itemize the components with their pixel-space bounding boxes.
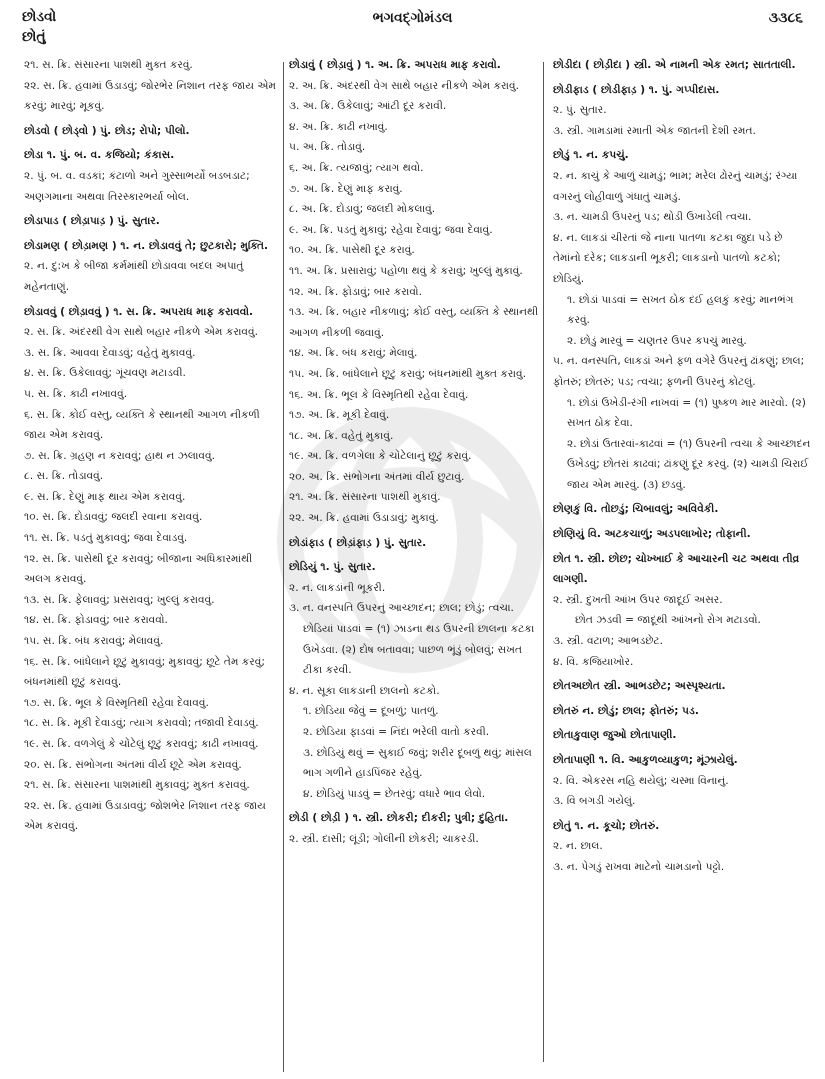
entry-sense: ૪. ન. લાકડાં ચીરતાં જે નાના પાતળા કટકા જુદા પડે છે તેમાંનો દરેક; લાકડાની ભૂકરી; લાકડાનો પાતળો કટકો; છોડિયું.: [553, 231, 783, 285]
entry-sense: ૨. પું. બ. વ. વડકાં; કંટાળો અને ગુસ્સાભર્યો બડબડાટ; અણગમાના અથવા તિરસ્કારભર્યા બોલ.: [24, 169, 250, 203]
dictionary-entry: [553, 499, 813, 520]
entry-sense: ૧૭. સ. ક્રિ. ભૂલ કે વિસ્મૃતિથી રહેવા દેવાવવું.: [24, 696, 209, 709]
dictionary-entry: [24, 145, 278, 207]
dictionary-column-2: [289, 55, 539, 1059]
entry-sense: ૫. સ. ક્રિ. કાઢી નખાવવું.: [24, 387, 128, 400]
dictionary-column-3: [553, 55, 813, 1059]
entry-sense: ૨. વિ. એકરસ નહિ થયેલું; ચસ્મા વિનાનું.: [553, 774, 729, 787]
entry-sense: ૧૪. સ. ક્રિ. ફોડાવવું; બાર કરાવવો.: [24, 614, 168, 627]
entry-headword: છોડવો ( છોડ્વો ) પું. છોડ; રોપો; પીલો.: [24, 124, 190, 137]
dictionary-entry: [553, 750, 813, 812]
dictionary-entry: [553, 80, 813, 142]
entry-sense: ૫. અ. ક્રિ. તોડાવું.: [289, 141, 366, 154]
entry-sense: ૧૧. અ. ક્રિ. પ્રસારાવું; પહોળા થવું કે કરાવું; ખુલ્લું મુકાવું.: [289, 264, 523, 277]
page-header: [0, 0, 825, 55]
entry-idiom: ૧. છોડાં ઉખેડી-રંગી નાખવાં = (૧) પુષ્કળ માર મારવો. (૨) સખત ઠોક દેવા.: [567, 396, 806, 430]
entry-headword: છોણકું વિ. તોછડું; ચિબાવલું; અવિવેકી.: [553, 503, 719, 516]
column-divider: [283, 62, 284, 1072]
dictionary-entry: [553, 145, 813, 495]
entry-headword: છોડિયું ૧. પું. સુતાર.: [289, 561, 376, 574]
entry-sense: ૧૮. સ. ક્રિ. મૂકી દેવાડવું; ત્યાગ કરાવવો; તજાવી દેવાડવું.: [24, 717, 259, 730]
entry-sense: ૨૨. અ. ક્રિ. હવામાં ઉડાડાવું; મુકાવું.: [289, 512, 439, 525]
entry-sense: ૧૮. અ. ક્રિ. વહેતું મુકાવું.: [289, 429, 394, 442]
entry-sense: ૨૧. સ. ક્રિ. સંસારના પાશથી મુક્ત કરવું.: [24, 59, 193, 71]
dictionary-entry: [553, 549, 813, 673]
entry-sense: ૪. વિ. કજિયાખોર.: [553, 655, 634, 668]
entry-sense: ૨૦. સ. ક્રિ. સંભોગના અંતમાં વીર્ય છૂટે એમ કરાવવું.: [24, 758, 242, 771]
entry-headword: છોડાવવું ( છોડ઼ાવવું ) ૧. સ. ક્રિ. અપરાધ માફ કરાવવો.: [24, 305, 254, 318]
entry-sense: ૪. સ. ક્રિ. ઉકેલાવવું; ગૂંચવણ મટાડવી.: [24, 367, 186, 380]
entry-sense: ૧૦. સ. ક્રિ. દોડાવવું; જલદી રવાના કરાવવું.: [24, 511, 203, 524]
dictionary-entry: [24, 121, 278, 142]
entry-sense: ૧૫. અ. ક્રિ. બાંધેલાને છૂટું કરાવું; બંધનમાંથી મુક્ત કરાવું.: [289, 367, 526, 380]
entry-sense: ૨. સ્ત્રી. દુખતી આંખ ઉપર જાદૂઈ અસર.: [553, 593, 723, 606]
entry-headword: છોડામણ ( છોડ઼ામણ ) ૧. ન. છોડાવવું તે; છુટકારો; મુક્તિ.: [24, 239, 269, 252]
entry-sense: ૧૦. અ. ક્રિ. પાસેથી દૂર કરાવું.: [289, 244, 415, 257]
entry-idiom: ૨. છોડાં ઉતારવાં-કાઢવાં = (૧) ઉપરની ત્વચા કે આચ્છાદન ઉખેડવું; છોતરાં કાઢવાં; ઢાંકણું દૂર કરવું. (૨) ચામડી ચિરાઈ જાય એમ મારવું. (૩) છડવું.: [567, 437, 811, 491]
entry-idiom: છોડિયાં પાડવાં = (૧) ઝાડના થડ ઉપરની છાલના કટકા ઉખેડવા. (૨) દોષ બતાવવા; પાછળ ભૂંડું બોલવું; સખત ટીકા કરવી.: [303, 623, 535, 677]
entry-sense: ૨૧. અ. ક્રિ. સંસારના પાશથી મુકાવું.: [289, 491, 441, 504]
entry-sense: ૧૨. સ. ક્રિ. પાસેથી દૂર કરાવવું; બીજાના અધિકારમાંથી અલગ કરાવવું.: [24, 552, 253, 586]
entry-sense: ૯. સ. ક્રિ. દેણું માફ થાય એમ કરાવવું.: [24, 490, 186, 503]
dictionary-entry: [553, 55, 813, 76]
entry-sense: ૨૧. સ. ક્રિ. સંસારના પાશમાંથી મુકાવવું; મુક્ત કરાવવું.: [24, 779, 250, 792]
entry-sense: ૪. અ. ક્રિ. કાઢી નખાવું.: [289, 120, 388, 133]
entry-sense: ૨૦. અ. ક્રિ. સંભોગના અંતમાં વીર્ય છુટાવું.: [289, 470, 465, 483]
entry-sense: ૨. પું. સુતાર.: [553, 104, 607, 117]
entry-headword: છોત ૧. સ્ત્રી. છોછ; ચોખ્ખાઈ કે આચારની ચટ અથવા તીવ્ર લાગણી.: [553, 552, 800, 586]
entry-sense: ૯. અ. ક્રિ. પડતું મુકાવું; રહેવા દેવાવું; જવા દેવાવું.: [289, 223, 493, 236]
entry-sense: ૩. અ. ક્રિ. ઉકેલાવું; આંટી દૂર કરાવી.: [289, 100, 447, 113]
entry-headword: છોડી ( છોડ઼ી ) ૧. સ્ત્રી. છોકરી; દીકરી; પુત્રી; દુહિતા.: [289, 812, 509, 825]
entry-sense: ૨. અ. ક્રિ. અંદરથી વેગ સાથે બહાર નીકળે એમ કરાવું.: [289, 79, 519, 92]
entry-sense: ૮. સ. ક્રિ. તોડાવવું.: [24, 470, 104, 483]
entry-sense: ૧૯. અ. ક્રિ. વળગેલા કે ચોંટેલાનું છૂટું કરાવું.: [289, 450, 472, 463]
entry-headword: છોણિયું વિ. અટકચાળું; અડપલાખોર; તોફાની.: [553, 528, 751, 541]
entry-sense: ૧૫. સ. ક્રિ. બંધ કરાવવું; મેલાવવું.: [24, 635, 164, 648]
entry-headword: છોતું ૧. ન. કૂચો; છોતરું.: [553, 819, 660, 832]
entry-headword: છોડીદા ( છોડ઼ીદા ) સ્ત્રી. એ નામની એક રમત; સાતતાલી.: [553, 59, 796, 71]
dictionary-entry: [24, 236, 278, 298]
entry-sense: ૪. ન. સૂકા લાકડાની છાલનો કટકો.: [289, 684, 440, 697]
entry-headword: છોડાવું ( છોડ઼ાવું ) ૧. અ. ક્રિ. અપરાધ માફ કરાવો.: [289, 59, 501, 71]
entry-sense: ૨૨. સ. ક્રિ. હવામાં ઉડાડવું; જોરભેર નિશાન તરફ જાય એમ કરવું; મારવું; મૂકવું.: [24, 79, 277, 113]
entry-sense: ૬. અ. ક્રિ. ત્યજાવું; ત્યાગ થવો.: [289, 161, 424, 174]
dictionary-entry: [553, 524, 813, 545]
entry-sense: ૩. ન. ચામડી ઉપરનું પડ; થોડી ઉખાડેલી ત્વચા.: [553, 211, 752, 224]
entry-headword: છોતરું ન. છોડું; છાલ; ફોતરું; પડ.: [553, 704, 699, 717]
entry-sense: ૨. સ્ત્રી. દાસી; લૂંડી; ગોલીની છોકરી; ચાકરડી.: [289, 832, 479, 845]
entry-sense: ૩. સ્ત્રી. ગામડામાં રમાતી એક જાતની દેશી રમત.: [553, 124, 756, 137]
entry-sense: ૨. ન. લાકડાંની ભૂકરી.: [289, 581, 386, 594]
entry-sense: ૫. ન. વનસ્પતિ, લાકડાં અને ફળ વગેરે ઉપરનું ઢાંકણું; છાલ; ફોતરું; છોતરું; પડ; ત્વચા; ફળની ઉપરનું કોટલું.: [553, 355, 805, 388]
guide-word-last: છોતું: [22, 29, 46, 45]
entry-idiom: ૧. છોડાં પાડવાં = સખત ઠોક દઈ હલકું કરવું; માનભંગ કરવું.: [567, 293, 794, 327]
entry-sense: ૨. સ. ક્રિ. અંદરથી વેગ સાથે બહાર નીકળે એમ કરાવવું.: [24, 326, 258, 339]
entry-sense: ૩. સ્ત્રી. વટાળ; આભડછેટ.: [553, 635, 664, 648]
entry-headword: છોડીફાડ ( છોડીફાડ઼ ) ૧. પું. ગપ્પીદાસ.: [553, 83, 720, 96]
entry-headword: છોડું ૧. ન. કપચું.: [553, 149, 629, 162]
entry-sense: ૧૪. અ. ક્રિ. બંધ કરાવું; મેલાવું.: [289, 347, 418, 360]
entry-idiom: ૨. છોડિયા ફાડવાં = નિંદા ભરેલી વાતો કરવી.: [303, 726, 490, 738]
entry-sense: ૩. ન. વનસ્પતિ ઉપરનું આચ્છાદન; છાલ; છોડું; ત્વચા.: [289, 602, 514, 615]
entry-sense: ૨૨. સ. ક્રિ. હવામાં ઉડાડાવવું; જોશભેર નિશાન તરફ જાય એમ કરાવવું.: [24, 799, 266, 833]
page-number: ૩૩૮૬: [768, 10, 803, 26]
dictionary-entry: [553, 725, 813, 746]
entry-headword: છોડાપાડ ( છોડ઼ાપાડ઼ ) પું. સુતાર.: [24, 215, 160, 228]
entry-sense: ૧૩. સ. ક્રિ. ફેલાવવું; પ્રસરાવવું; ખુલ્લું કરાવવું.: [24, 593, 215, 606]
entry-sense: ૩. ન. પેગડું રાખવા માટેનો ચામડાનો પટ્ટો.: [553, 860, 725, 873]
entry-sense: ૧૨. અ. ક્રિ. ફોડાવું; બાર કરાવો.: [289, 285, 422, 298]
entry-idiom: ૧. છોડિયા જેવું = દૂબળું; પાતળું.: [303, 705, 439, 718]
entry-idiom: ૩. છોડિયું થવું = સુકાઈ જવું; શરીર દૂબળું થવું; માંસલ ભાગ ગળીને હાડપિંજર રહેવું.: [303, 746, 532, 780]
entry-sense: ૧૬. સ. ક્રિ. બાંધેલાને છૂટું મુકાવવું; મુકાવવું; છૂટે તેમ કરવું; બંધનમાંથી છૂટું કરાવવું.: [24, 655, 265, 689]
entry-sense: ૩. વિ બગડી ગયેલું.: [553, 795, 636, 808]
entry-sense: ૧૭. અ. ક્રિ. મૂકી દેવાવું.: [289, 409, 390, 422]
dictionary-entry: [24, 55, 278, 117]
entry-sense: ૧૩. અ. ક્રિ. બહાર નીકળાવું; કોઈ વસ્તુ, વ્યક્તિ કે સ્થાનથી આગળ નીકળી જવાવું.: [289, 306, 539, 339]
dictionary-entry: [289, 533, 539, 554]
entry-headword: છોડાંફાડ ( છોડ઼ાંફાડ઼ ) પું. સુતાર.: [289, 536, 427, 549]
entry-headword: છોતાકુવાણ જુઓ છોતાપાણી.: [553, 729, 677, 742]
entry-sense: ૧૬. અ. ક્રિ. ભૂલ કે વિસ્મૃતિથી રહેવા દેવાવું.: [289, 388, 469, 401]
entry-headword: છોતાપાણી ૧. વિ. આકુળવ્યાકુળ; મૂંઝાયેલું.: [553, 754, 738, 766]
page-title: ભગવદ્ગોમંડલ: [372, 10, 453, 26]
entry-idiom: ૪. છોડિયું પાડવું = છેતરવું; વધારે ભાવ લેવો.: [303, 787, 486, 800]
dictionary-column-1: [24, 55, 278, 1059]
dictionary-entry: [289, 55, 539, 529]
entry-sense: ૧૧. સ. ક્રિ. પડતું મુકાવવું; જવા દેવાડવું.: [24, 532, 188, 545]
entry-sense: ૭. સ. ક્રિ. ગ્રહણ ન કરાવવું; હાથ ન ઝલાવવું.: [24, 449, 215, 462]
dictionary-entry: [553, 701, 813, 722]
guide-word-first: છોડવો: [22, 9, 57, 25]
entry-headword: છોડા ૧. પું. બ. વ. કજિયો; કંકાસ.: [24, 149, 175, 162]
entry-headword: છોતઅછોત સ્ત્રી. આભડછેટ; અસ્પૃશ્યતા.: [553, 680, 726, 693]
entry-sense: ૮. અ. ક્રિ. દોડાવું; જલદી મોકલાવું.: [289, 203, 436, 216]
dictionary-entry: [289, 557, 539, 804]
dictionary-entry: [24, 302, 278, 837]
entry-idiom: છોત ઝડવી = જાદૂથી આંખનો રોગ મટાડવો.: [575, 614, 761, 627]
entry-sense: ૭. અ. ક્રિ. દેણું માફ કરાવું.: [289, 182, 403, 195]
entry-sense: ૨. ન. છાલ.: [553, 840, 603, 853]
entry-sense: ૨. ન. દુ:ખ કે બીજા કર્મમાંથી છોડાવવા બદલ અપાતું મહેનતાણું.: [24, 260, 244, 293]
entry-sense: ૩. સ. ક્રિ. આવવા દેવાડવું; વહેતું મુકાવવું.: [24, 346, 196, 359]
dictionary-entry: [289, 808, 539, 849]
column-divider: [543, 62, 544, 1062]
dictionary-entry: [553, 676, 813, 697]
dictionary-entry: [553, 816, 813, 878]
entry-sense: ૧૯. સ. ક્રિ. વળગેલું કે ચોંટેલું છૂટું કરાવવું; કાઢી નખાવવું.: [24, 738, 259, 750]
entry-sense: ૬. સ. ક્રિ. કોઈ વસ્તુ, વ્યક્તિ કે સ્થાનથી આગળ નીકળી જાય એમ કરાવવું.: [24, 408, 260, 442]
entry-sense: ૨. ન. કાચું કે આળું ચામડું; ભામ; મરેલ ઢોરનું ચામડું; રંગ્યા વગરનું લોહીવાળું ગંધાતું ચામડું.: [553, 169, 798, 203]
dictionary-entry: [24, 211, 278, 232]
entry-idiom: ૨. છોડું મારવું = ચણતર ઉપર કપચું મારવું.: [567, 334, 747, 347]
